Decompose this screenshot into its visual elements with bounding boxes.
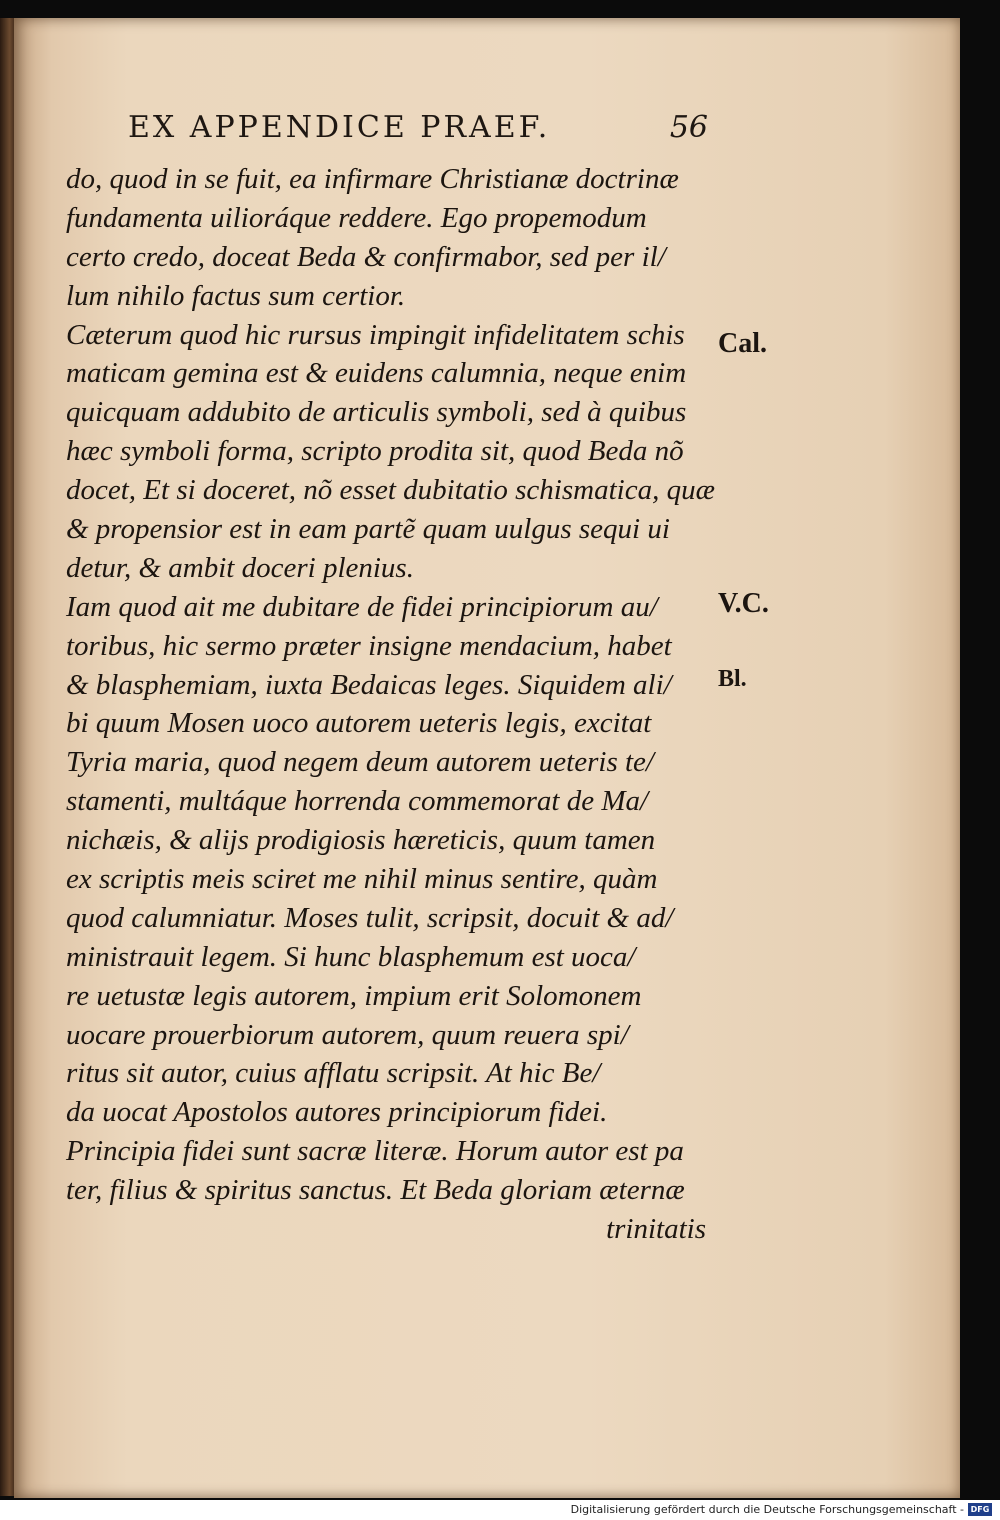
text-line: hæc symboli forma, scripto prodita sit, quod Beda nõ <box>66 435 684 468</box>
marginal-note-cal: Cal. <box>718 328 767 359</box>
text-line: detur, & ambit doceri plenius. <box>66 551 414 584</box>
page-number: 56 <box>669 110 708 145</box>
running-header <box>128 110 708 154</box>
text-line: uocare prouerbiorum autorem, quum reuera spi/ <box>66 1018 629 1051</box>
text-line: Cæterum quod hic rursus impingit infidelitatem schis <box>66 318 685 351</box>
text-line: Tyria maria, quod negem deum autorem ueteris te/ <box>66 746 654 779</box>
text-line: lum nihilo factus sum certior. <box>66 279 406 312</box>
catchword: trinitatis <box>606 1213 706 1246</box>
text-line: & blasphemiam, iuxta Bedaicas leges. Siquidem ali/ <box>66 668 672 701</box>
text-line: ministrauit legem. Si hunc blasphemum est uoca/ <box>66 940 636 973</box>
text-line: do, quod in se fuit, ea infirmare Christianæ doctrinæ <box>66 163 679 195</box>
text-line: quod calumniatur. Moses tulit, scripsit, docuit & ad/ <box>66 901 674 934</box>
text-line: re uetustæ legis autorem, impium erit Solomonem <box>66 979 642 1012</box>
text-line: certo credo, doceat Beda & confirmabor, sed per il/ <box>66 240 666 273</box>
marginal-note-vc: V.C. <box>718 588 769 619</box>
text-line: toribus, hic sermo præter insigne mendacium, habet <box>66 629 672 662</box>
text-line: Iam quod ait me dubitare de fidei principiorum au/ <box>66 590 658 623</box>
body-text <box>66 160 715 1249</box>
footer-bar <box>0 1500 1000 1520</box>
marginal-note-bl: Bl. <box>718 666 747 692</box>
text-line: stamenti, multáque horrenda commemorat de Ma/ <box>66 785 649 818</box>
text-line: bi quum Mosen uoco autorem ueteris legis, excitat <box>66 707 652 740</box>
text-line: maticam gemina est & euidens calumnia, neque enim <box>66 357 687 390</box>
text-line: quicquam addubito de articulis symboli, sed à quibus <box>66 396 687 429</box>
text-line: docet, Et si doceret, nõ esset dubitatio schismatica, quæ <box>66 474 715 507</box>
text-line: ritus sit autor, cuius afflatu scripsit. At hic Be/ <box>66 1057 601 1090</box>
text-line: fundamenta uilioráque reddere. Ego propemodum <box>66 201 647 234</box>
text-line: ex scriptis meis sciret me nihil minus sentire, quàm <box>66 863 658 896</box>
text-line: nichæis, & alijs prodigiosis hæreticis, quum tamen <box>66 824 656 857</box>
funding-credit: Digitalisierung gefördert durch die Deutsche Forschungsgemeinschaft - <box>570 1503 964 1516</box>
dfg-logo-icon: DFG <box>968 1503 992 1516</box>
text-line: da uocat Apostolos autores principiorum fidei. <box>66 1096 608 1129</box>
text-line: Principia fidei sunt sacræ literæ. Horum autor est pa <box>66 1135 684 1168</box>
text-line: & propensior est in eam partẽ quam uulgus sequi ui <box>66 513 670 546</box>
header-title: EX APPENDICE PRAEF. <box>128 110 551 145</box>
text-line: ter, filius & spiritus sanctus. Et Beda gloriam æternæ <box>66 1174 685 1207</box>
